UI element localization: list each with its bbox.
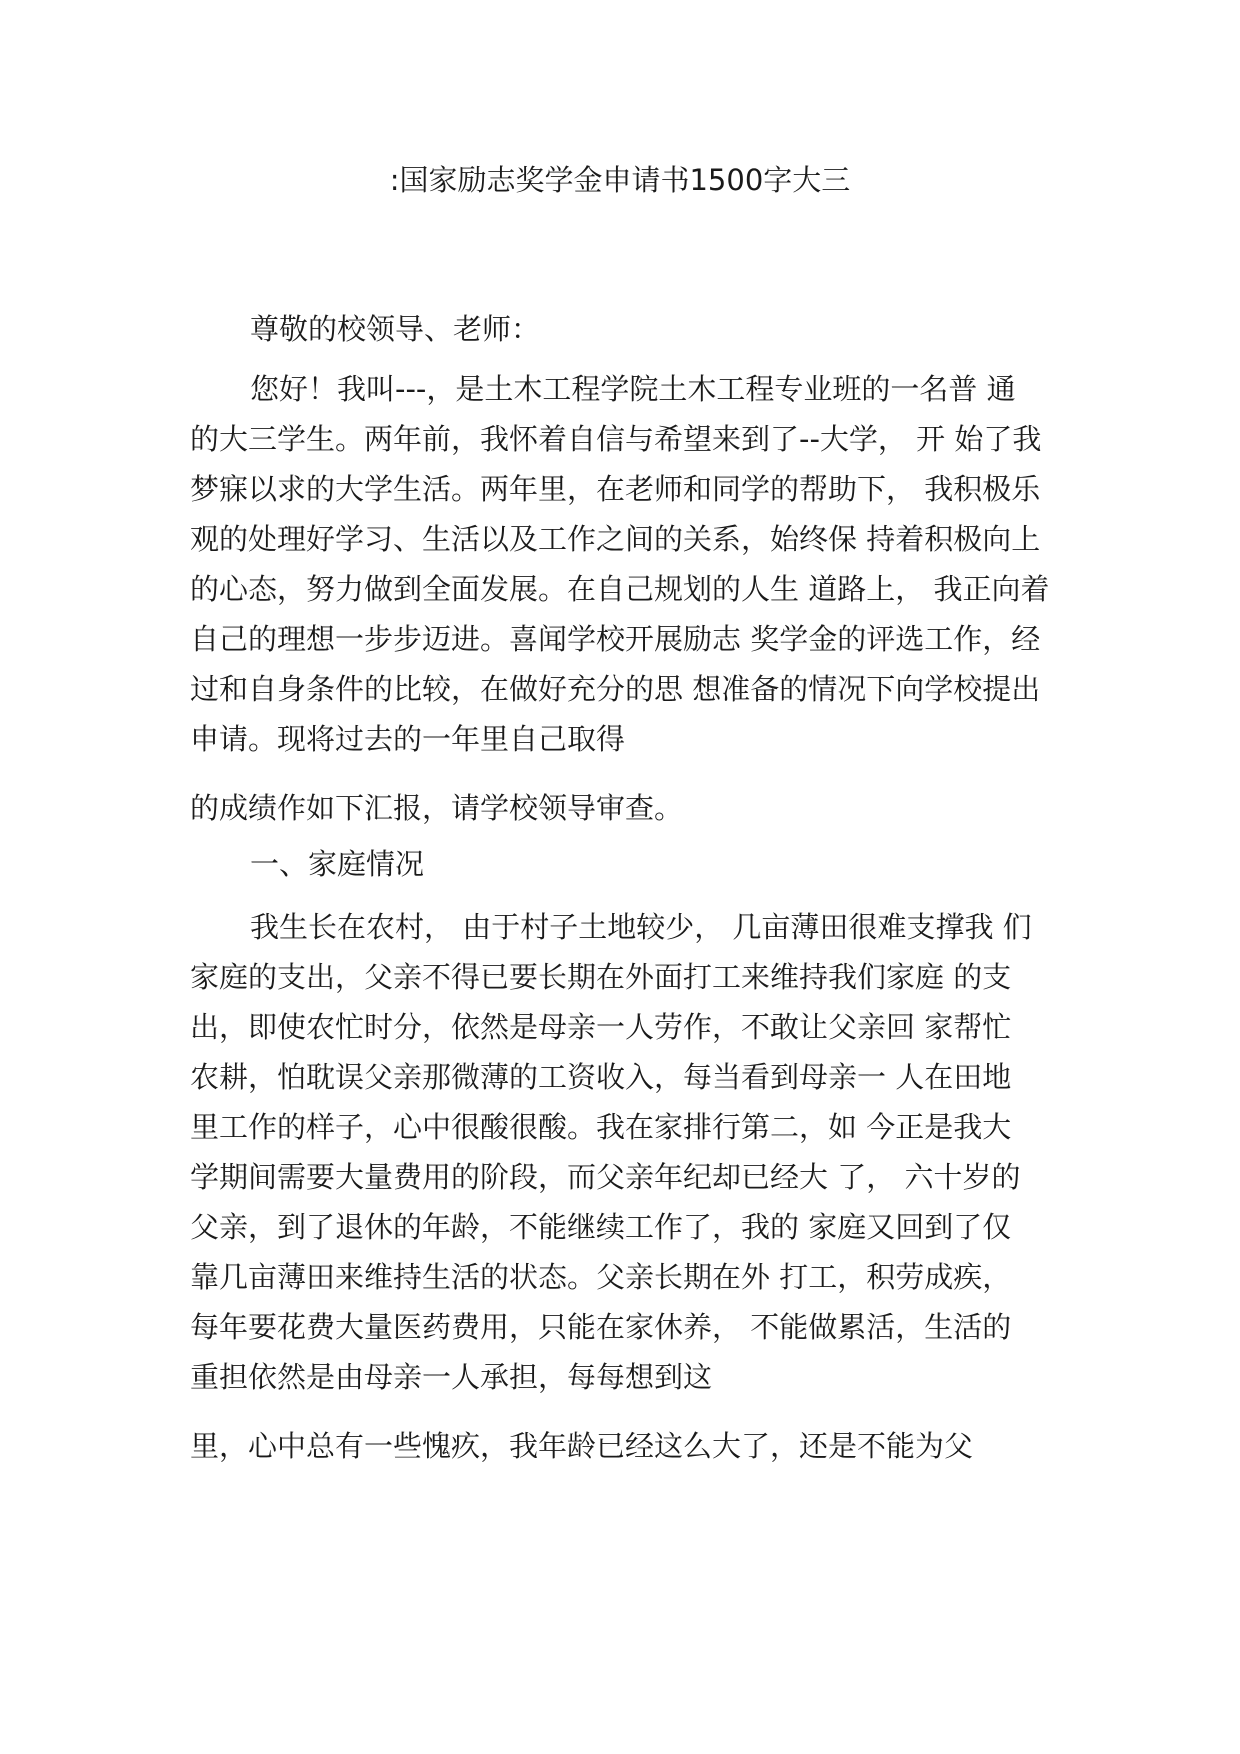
paragraph-line: 父亲，到了退休的年龄，不能继续工作了，我的 家庭又回到了仅 bbox=[190, 1210, 1012, 1244]
paragraph-line: 梦寐以求的大学生活。两年里，在老师和同学的帮助下， 我积极乐 bbox=[190, 472, 1041, 506]
paragraph-line: 我生长在农村， 由于村子土地较少， 几亩薄田很难支撑我 们 bbox=[250, 910, 1032, 944]
section-heading: 一、家庭情况 bbox=[250, 847, 425, 881]
paragraph-line: 靠几亩薄田来维持生活的状态。父亲长期在外 打工，积劳成疾， bbox=[190, 1260, 1012, 1294]
paragraph-line: 观的处理好学习、生活以及工作之间的关系，始终保 持着积极向上 bbox=[190, 522, 1041, 556]
paragraph-line: 重担依然是由母亲一人承担，每每想到这 bbox=[190, 1360, 713, 1394]
paragraph-line: 出，即使农忙时分，依然是母亲一人劳作，不敢让父亲回 家帮忙 bbox=[190, 1010, 1012, 1044]
paragraph-line: 农耕，怕耽误父亲那微薄的工资收入，每当看到母亲一 人在田地 bbox=[190, 1060, 1012, 1094]
document-title: :国家励志奖学金申请书1500字大三 bbox=[389, 163, 851, 197]
paragraph-line: 自己的理想一步步迈进。喜闻学校开展励志 奖学金的评选工作，经 bbox=[190, 622, 1041, 656]
paragraph-line: 过和自身条件的比较，在做好充分的思 想准备的情况下向学校提出 bbox=[190, 672, 1041, 706]
paragraph-line: 您好！我叫---，是土木工程学院土木工程专业班的一名普 通 bbox=[250, 372, 1016, 406]
paragraph-line: 里，心中总有一些愧疚，我年龄已经这么大了，还是不能为父 bbox=[190, 1429, 974, 1463]
paragraph-line: 里工作的样子，心中很酸很酸。我在家排行第二，如 今正是我大 bbox=[190, 1110, 1012, 1144]
paragraph-line: 每年要花费大量医药费用，只能在家休养， 不能做累活，生活的 bbox=[190, 1310, 1012, 1344]
paragraph-line: 的大三学生。两年前，我怀着自信与希望来到了--大学， 开 始了我 bbox=[190, 422, 1042, 456]
paragraph-line: 的成绩作如下汇报，请学校领导审查。 bbox=[190, 791, 684, 825]
paragraph-line: 家庭的支出，父亲不得已要长期在外面打工来维持我们家庭 的支 bbox=[190, 960, 1012, 994]
paragraph-line: 学期间需要大量费用的阶段，而父亲年纪却已经大 了， 六十岁的 bbox=[190, 1160, 1021, 1194]
salutation: 尊敬的校领导、老师： bbox=[250, 312, 541, 346]
paragraph-line: 申请。现将过去的一年里自己取得 bbox=[190, 722, 626, 756]
paragraph-line: 的心态，努力做到全面发展。在自己规划的人生 道路上， 我正向着 bbox=[190, 572, 1050, 606]
